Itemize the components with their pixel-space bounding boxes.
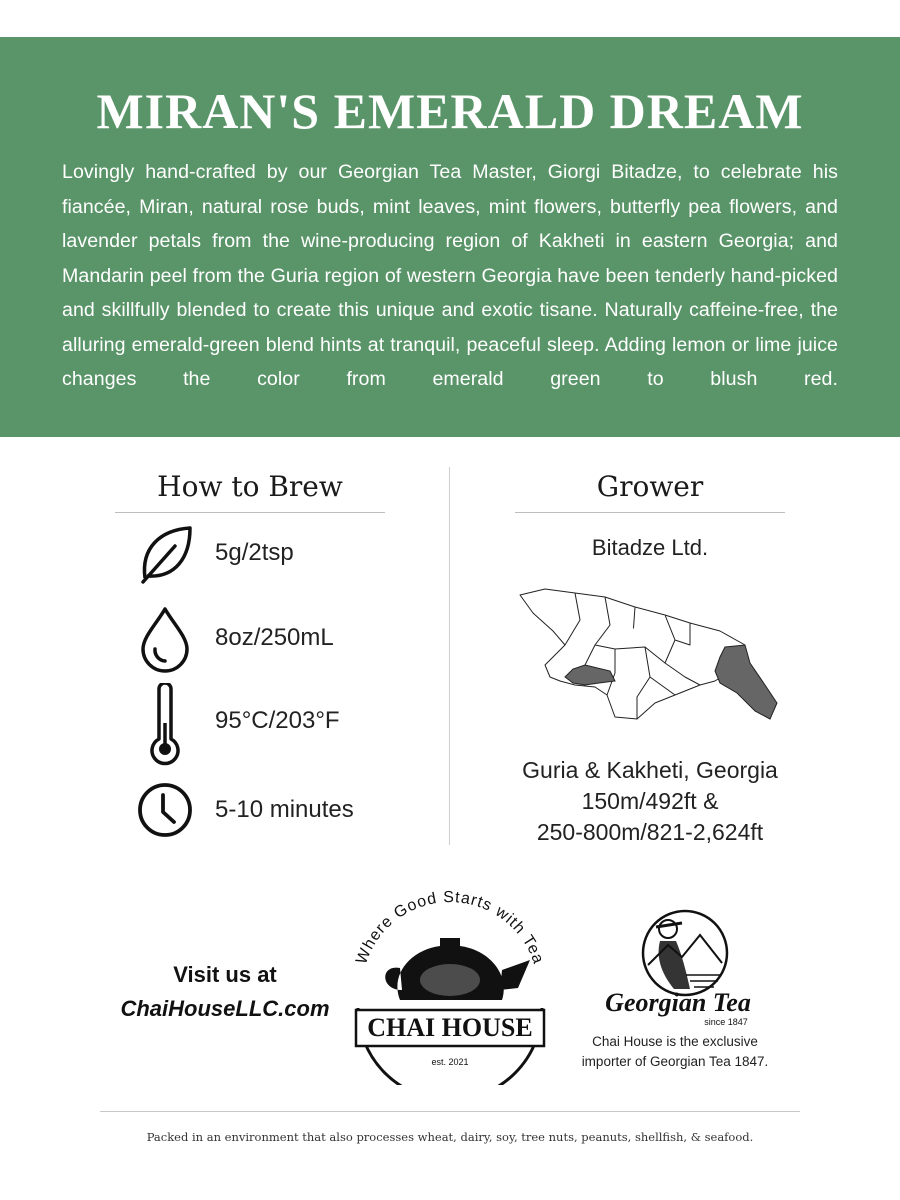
allergen-notice: Packed in an environment that also processes wheat, dairy, soy, tree nuts, peanuts, shellfish, & seafood. <box>146 1130 754 1144</box>
visit-label: Visit us at <box>173 962 277 987</box>
logo-name: CHAI HOUSE <box>367 1013 533 1042</box>
column-divider <box>449 467 450 845</box>
grower-name: Bitadze Ltd. <box>591 535 709 560</box>
brew-time: 5-10 minutes <box>215 796 354 823</box>
visit-block <box>100 958 350 1026</box>
water-drop-icon <box>135 603 195 673</box>
kakheti-region <box>715 645 777 719</box>
product-description: Lovingly hand-crafted by our Georgian Tea Master, Giorgi Bitadze, to celebrate his fiancée, Miran, natural rose buds, mint leaves, mint flowers, butterfly pea flowers, and lavender petals from the wine-producing region of Kakheti in eastern Georgia; and Mandarin peel from the Guria region of western Georgia have been tenderly hand-picked and skillfully blended to create this unique and exotic tisane. Naturally caffeine-free, the alluring emerald-green blend hints at tranquil, peaceful sleep. Adding lemon or lime juice changes the color from emerald green to blush red. <box>62 161 838 390</box>
grower-heading-rule <box>515 512 785 513</box>
product-title: MIRAN'S EMERALD DREAM <box>96 83 804 139</box>
leaf-icon <box>135 518 195 588</box>
georgian-tea-wordmark: Georgian Tea <box>605 988 751 1017</box>
thermometer-icon <box>135 683 195 768</box>
brew-row-amount <box>135 518 415 588</box>
importer-note <box>565 1032 785 1072</box>
georgia-map <box>515 585 780 725</box>
website-link[interactable]: ChaiHouseLLC.com <box>120 996 330 1021</box>
footer-rule <box>100 1111 800 1112</box>
grower-location: Guria & Kakheti, Georgia <box>522 757 778 783</box>
georgian-tea-since: since 1847 <box>704 1017 748 1027</box>
chai-house-logo <box>340 890 560 1085</box>
logo-established: est. 2021 <box>431 1057 469 1067</box>
clock-icon <box>135 775 195 845</box>
logo-arc-text: Where Good Starts with Tea <box>353 890 547 967</box>
brew-heading-rule <box>115 512 385 513</box>
grower-elevation-1: 150m/492ft & <box>581 788 719 814</box>
grower-heading: Grower <box>596 470 704 503</box>
brew-amount: 5g/2tsp <box>215 539 294 566</box>
hero-banner <box>0 37 900 437</box>
georgian-tea-logo <box>590 905 760 1030</box>
brew-row-temperature <box>135 683 415 768</box>
importer-note-line1: Chai House is the exclusive <box>592 1034 758 1049</box>
brew-row-water <box>135 603 415 673</box>
grower-elevation-2: 250-800m/821-2,624ft <box>536 819 764 845</box>
importer-note-line2: importer of Georgian Tea 1847. <box>581 1054 769 1069</box>
brew-temperature: 95°C/203°F <box>215 707 340 734</box>
brew-heading: How to Brew <box>157 470 343 503</box>
grower-location-block <box>470 755 830 848</box>
brew-water: 8oz/250mL <box>215 624 334 651</box>
brew-row-time <box>135 775 415 845</box>
